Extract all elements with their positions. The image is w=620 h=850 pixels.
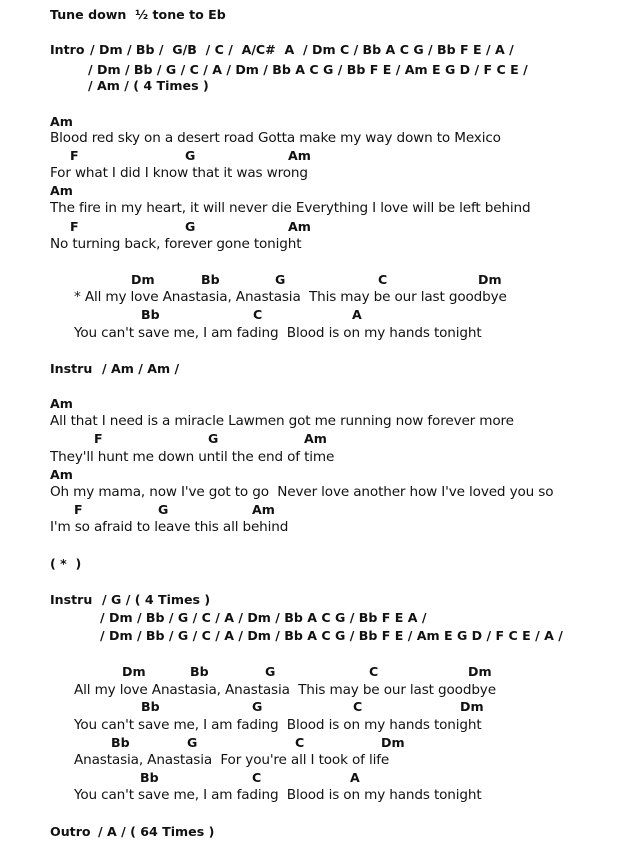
chord: G: [265, 664, 276, 679]
chord: Am: [50, 467, 73, 482]
chord: C: [353, 699, 363, 714]
lyric-line: Anastasia, Anastasia For you're all I took of life: [74, 752, 390, 768]
chord: Am: [304, 431, 327, 446]
chord: Bb: [111, 735, 130, 750]
intro-line-1: / Dm / Bb / G/B / C / A/C# A / Dm C / Bb A C G / Bb F E / A /: [90, 42, 514, 57]
lyric-line: All that I need is a miracle Lawmen got me running now forever more: [50, 413, 514, 429]
chord: Am: [288, 148, 311, 163]
chord: G: [185, 148, 196, 163]
chorus-reference: ( * ): [50, 556, 82, 571]
instru-line-3: / Dm / Bb / G / C / A / Dm / Bb A C G / Bb F E / Am E G D / F C E / A /: [100, 628, 563, 643]
instru-label: Instru: [50, 361, 93, 376]
chord: Bb: [190, 664, 209, 679]
chord: Am: [288, 219, 311, 234]
chord: G: [275, 272, 286, 287]
chord: Am: [50, 183, 73, 198]
chord: G: [252, 699, 263, 714]
chord: Bb: [140, 770, 159, 785]
chord: C: [295, 735, 305, 750]
chord: C: [369, 664, 379, 679]
chord: G: [208, 431, 219, 446]
chord: Bb: [141, 699, 160, 714]
chord: F: [74, 502, 83, 517]
lyric-line: You can't save me, I am fading Blood is on my hands tonight: [74, 717, 482, 733]
intro-line-2: / Dm / Bb / G / C / A / Dm / Bb A C G / Bb F E / Am E G D / F C E /: [88, 62, 528, 77]
lyric-line: * All my love Anastasia, Anastasia This may be our last goodbye: [74, 289, 507, 305]
chord: G: [158, 502, 169, 517]
lyric-line: Oh my mama, now I've got to go Never love another how I've loved you so: [50, 484, 554, 500]
chord: Bb: [141, 307, 160, 322]
lyric-line: You can't save me, I am fading Blood is on my hands tonight: [74, 325, 482, 341]
chord: Dm: [460, 699, 484, 714]
chord: Dm: [122, 664, 146, 679]
lyric-line: For what I did I know that it was wrong: [50, 165, 308, 181]
chord: Am: [50, 114, 73, 129]
chord: C: [378, 272, 388, 287]
chord: Dm: [478, 272, 502, 287]
lyric-line: The fire in my heart, it will never die Everything I love will be left behind: [50, 200, 531, 216]
instru-line-2: / Dm / Bb / G / C / A / Dm / Bb A C G / Bb F E A /: [100, 610, 427, 625]
chord: F: [70, 219, 79, 234]
chord: C: [252, 770, 262, 785]
chord: F: [70, 148, 79, 163]
lyric-line: They'll hunt me down until the end of time: [50, 449, 335, 465]
instru-label: Instru: [50, 592, 93, 607]
chord: C: [253, 307, 263, 322]
chord: A: [350, 770, 360, 785]
tuning-note: Tune down ½ tone to Eb: [50, 7, 226, 22]
chord: Dm: [468, 664, 492, 679]
intro-line-3: / Am / ( 4 Times ): [88, 78, 209, 93]
chord: F: [94, 431, 103, 446]
instru-line: / Am / Am /: [102, 361, 180, 376]
chord: G: [185, 219, 196, 234]
chord: Bb: [201, 272, 220, 287]
instru-line-1: / G / ( 4 Times ): [102, 592, 211, 607]
chord: G: [187, 735, 198, 750]
outro-label: Outro: [50, 824, 91, 839]
chord: Am: [252, 502, 275, 517]
lyric-line: No turning back, forever gone tonight: [50, 236, 302, 252]
lyric-line: All my love Anastasia, Anastasia This may be our last goodbye: [74, 682, 496, 698]
chord: A: [352, 307, 362, 322]
lyric-line: Blood red sky on a desert road Gotta make my way down to Mexico: [50, 130, 501, 146]
chord: Dm: [381, 735, 405, 750]
intro-label: Intro: [50, 42, 85, 57]
outro-line: / A / ( 64 Times ): [98, 824, 215, 839]
chord: Dm: [131, 272, 155, 287]
chord: Am: [50, 396, 73, 411]
lyric-line: You can't save me, I am fading Blood is on my hands tonight: [74, 787, 482, 803]
lyric-line: I'm so afraid to leave this all behind: [50, 519, 289, 535]
